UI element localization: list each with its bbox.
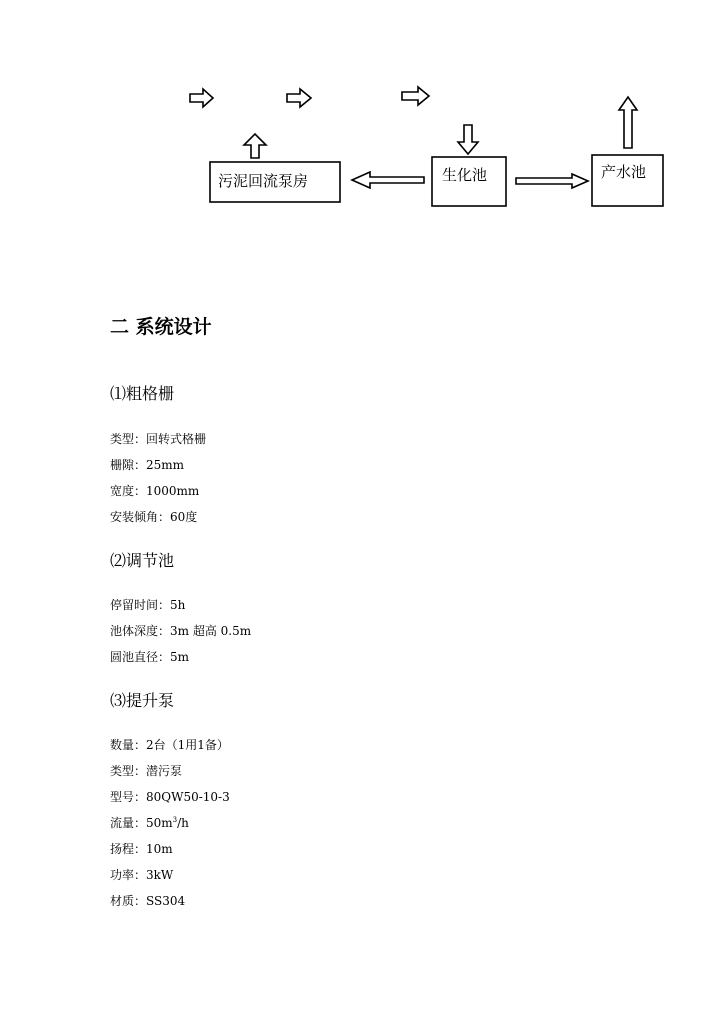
- pump-quantity: 数量：2台（1用1备）: [110, 738, 229, 752]
- pump-flow: [110, 814, 189, 831]
- up-arrow-icon: [619, 97, 637, 148]
- right-arrow-icon: [287, 89, 311, 107]
- grille-angle: 安装倾角：60度: [110, 510, 198, 524]
- right-arrow-icon: [402, 87, 429, 105]
- tank-depth: 池体深度：3m 超高 0.5m: [110, 624, 252, 638]
- grille-width: 宽度：1000mm: [110, 484, 200, 498]
- process-flow-diagram: [0, 0, 724, 240]
- grille-type: 类型：回转式格栅: [110, 432, 207, 446]
- product-tank-label: 产水池: [601, 163, 647, 181]
- sludge-pump-label: 污泥回流泵房: [218, 172, 309, 190]
- pump-head: 扬程：10m: [110, 842, 173, 856]
- section-title: 二 系统设计: [110, 316, 212, 338]
- left-arrow-icon: [352, 172, 424, 188]
- pump-flow-prefix: 流量：50m: [110, 816, 173, 830]
- pump-flow-sup: 3: [172, 816, 178, 824]
- up-arrow-icon: [244, 134, 266, 158]
- pump-flow-suffix: /h: [177, 816, 189, 830]
- right-arrow-icon: [516, 174, 588, 188]
- tank-heading: ⑵调节池: [110, 551, 175, 570]
- right-arrow-icon: [190, 89, 213, 107]
- pump-power: 功率：3kW: [110, 868, 174, 882]
- down-arrow-icon: [458, 125, 478, 154]
- pump-model: 型号：80QW50-10-3: [110, 790, 230, 804]
- grille-heading: ⑴粗格栅: [110, 384, 175, 403]
- tank-retention: 停留时间：5h: [110, 598, 186, 612]
- bio-tank-label: 生化池: [442, 166, 488, 184]
- tank-diameter: 圆池直径：5m: [110, 650, 190, 664]
- pump-type: 类型：潜污泵: [110, 764, 183, 778]
- grille-gap: 栅隙：25mm: [110, 458, 185, 472]
- pump-material: 材质：SS304: [110, 894, 186, 908]
- pump-heading: ⑶提升泵: [110, 691, 175, 710]
